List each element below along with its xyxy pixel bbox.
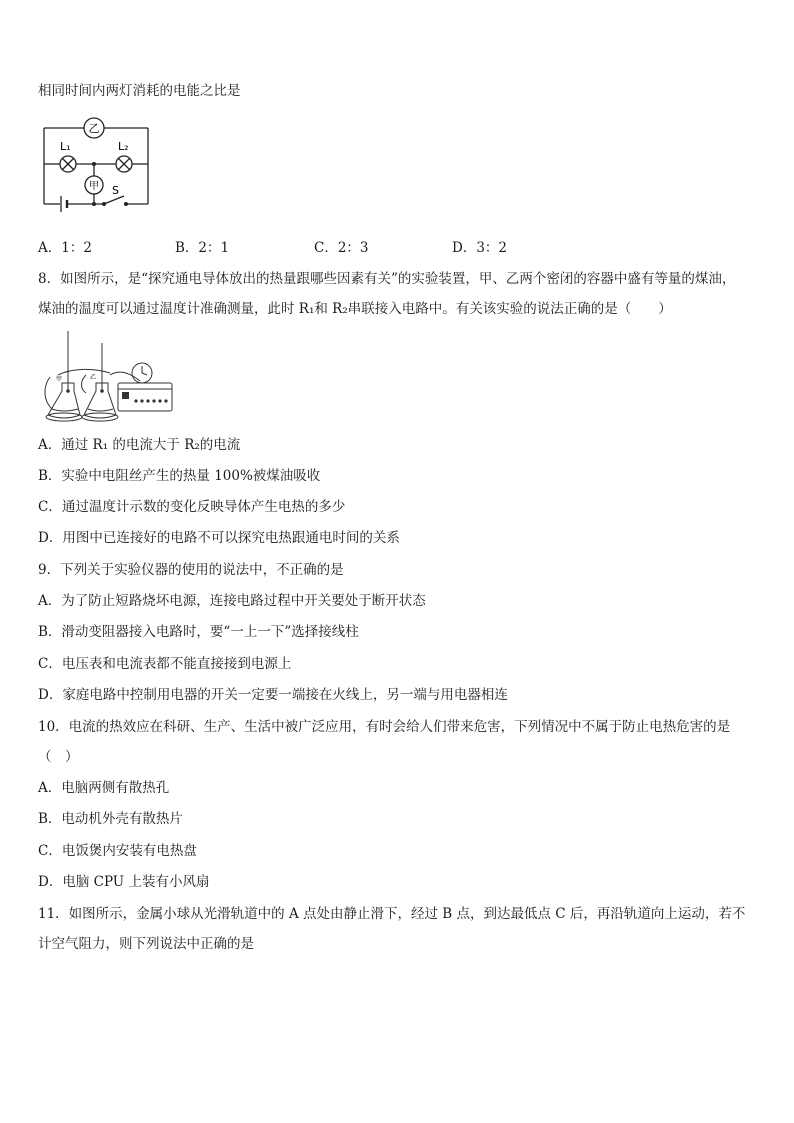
q7-circuit-figure: [38, 114, 152, 222]
q8-option-c: C．通过温度计示数的变化反映导体产生电热的多少: [38, 499, 346, 515]
q10-option-b: B．电动机外壳有散热片: [38, 811, 183, 827]
flask-yi-label: 乙: [90, 374, 97, 381]
q9-stem: 9．下列关于实验仪器的使用的说法中，不正确的是: [38, 562, 344, 578]
q9-option-a: A．为了防止短路烧坏电源，连接电路过程中开关要处于断开状态: [38, 593, 426, 609]
q8-option-b: B．实验中电阻丝产生的热量 100%被煤油吸收: [38, 468, 321, 484]
q10-stem-line1: 10．电流的热效应在科研、生产、生活中被广泛应用，有时会给人们带来危害，下列情况中不属于防止电热危害的是: [38, 719, 731, 735]
flask-jia-label: 甲: [56, 376, 63, 383]
q9-option-b: B．滑动变阻器接入电路时，要“一上一下”选择接线柱: [38, 624, 359, 640]
switch-label: S: [112, 184, 119, 197]
meter-jia-label: 甲: [89, 181, 99, 192]
q9-option-d: D．家庭电路中控制用电器的开关一定要一端接在火线上，另一端与用电器相连: [38, 687, 508, 703]
q10-option-c: C．电饭煲内安装有电热盘: [38, 843, 197, 859]
q8-stem-line2: 煤油的温度可以通过温度计准确测量，此时 R₁和 R₂串联接入电路中。有关该实验的说法正确的是（ ）: [38, 301, 672, 317]
q9-option-c: C．电压表和电流表都不能直接接到电源上: [38, 656, 292, 672]
meter-yi-label: 乙: [88, 122, 100, 135]
q7-option-a: A．1：2: [38, 240, 92, 256]
q8-option-d: D．用图中已连接好的电路不可以探究电热跟通电时间的关系: [38, 530, 400, 546]
q8-stem-line1: 8．如图所示，是“探究通电导体放出的热量跟哪些因素有关”的实验装置，甲、乙两个密闭的容器中盛有等量的煤油，: [38, 271, 736, 287]
q8-option-a: A．通过 R₁ 的电流大于 R₂的电流: [38, 437, 241, 453]
lamp1-label: L₁: [60, 140, 71, 153]
q7-option-d: D．3：2: [452, 240, 508, 256]
q8-apparatus-figure: [40, 329, 176, 425]
q7-option-b: B．2：1: [175, 240, 230, 256]
q11-stem-line1: 11．如图所示，金属小球从光滑轨道中的 A 点处由静止滑下，经过 B 点，到达最低点 C 后，再沿轨道向上运动，若不: [38, 906, 746, 922]
q10-option-a: A．电脑两侧有散热孔: [38, 780, 170, 796]
lamp2-label: L₂: [118, 140, 129, 153]
q10-option-d: D．电脑 CPU 上装有小风扇: [38, 874, 210, 890]
q10-stem-line2: （ ）: [38, 749, 79, 765]
q11-stem-line2: 计空气阻力，则下列说法中正确的是: [38, 936, 254, 952]
q7-option-c: C．2：3: [314, 240, 369, 256]
q7-stem-tail: 相同时间内两灯消耗的电能之比是: [38, 83, 241, 99]
